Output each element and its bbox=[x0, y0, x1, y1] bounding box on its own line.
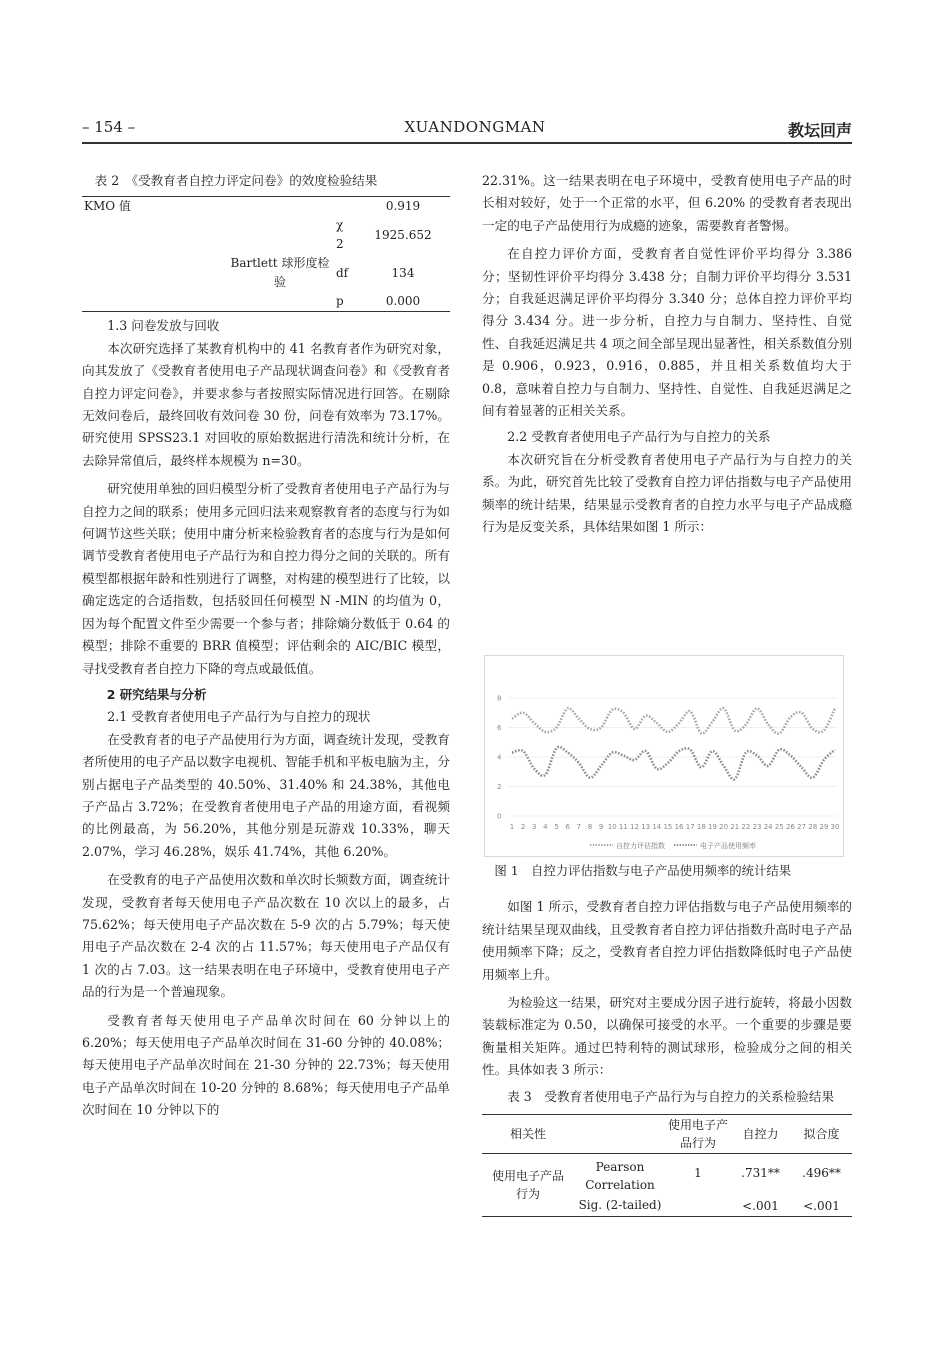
x-tick-label: 21 bbox=[730, 823, 740, 831]
right-column bbox=[482, 170, 852, 539]
x-tick-label: 25 bbox=[774, 823, 784, 831]
x-tick-label: 28 bbox=[808, 823, 818, 831]
x-tick-label: 14 bbox=[652, 823, 662, 831]
paragraph: 受教育者每天使用电子产品单次时间在 60 分钟以上的 6.20%；每天使用电子产品单次时间在 31-60 分钟的 40.08%；每天使用电子产品单次时间在 21-30 分钟的 22.73%；每天使用电子产品单次时间在 10-20 分钟的 8.68%；每天使用电子产品单次时间在 10 分钟以下的 bbox=[82, 1012, 450, 1118]
header-rule bbox=[82, 142, 852, 144]
t3-header-fit: 拟合度 bbox=[803, 1127, 840, 1142]
t3-header-corr: 相关性 bbox=[509, 1127, 546, 1142]
y-tick-label: 0 bbox=[497, 812, 502, 821]
y-tick-label: 4 bbox=[497, 753, 502, 762]
x-tick-label: 17 bbox=[685, 823, 695, 831]
x-tick-label: 30 bbox=[830, 823, 840, 831]
x-tick-label: 23 bbox=[752, 823, 762, 831]
t3-header-self: 自控力 bbox=[742, 1127, 779, 1142]
x-tick-label: 13 bbox=[641, 823, 651, 831]
y-tick-label: 6 bbox=[497, 724, 502, 732]
t3-cell: .731** bbox=[741, 1166, 780, 1181]
t3-pearson-label: Pearson Correlation bbox=[585, 1160, 655, 1193]
x-tick-label: 24 bbox=[763, 823, 773, 831]
right-column-lower bbox=[482, 860, 852, 1217]
bartlett-label: Bartlett 球形度检验 bbox=[230, 256, 330, 290]
section-title: 教坛回声 bbox=[787, 121, 852, 140]
x-tick-label: 6 bbox=[565, 823, 570, 831]
x-tick-label: 1 bbox=[509, 823, 515, 831]
heading-2: 2 研究结果与分析 bbox=[106, 686, 207, 702]
x-tick-label: 8 bbox=[587, 823, 593, 831]
paragraph: 在自控力评价方面，受教育者自觉性评价平均得分 3.386 分；坚韧性评价平均得分 3.438 分；自制力评价平均得分 3.531 分；自我延迟满足评价平均得分 3.340 分；总体自控力评价平均得分 3.434 分。进一步分析，自控力与自制力、坚持性、自觉性、自我延迟满足共 4 项之间全部呈现出显著性，相关系数值分别是 0.906，0.923，0.916，0.885，并且相关系数值均大于 0.8，意味着自控力与自制力、坚持性、自觉性、自我延迟满足之间有着显著的正相关关系。 bbox=[482, 246, 852, 419]
x-tick-label: 18 bbox=[696, 823, 706, 831]
t3-cell: <.001 bbox=[803, 1198, 840, 1213]
paragraph: 在受教育的电子产品使用次数和单次时长频数方面，调查统计发现，受教育者每天使用电子产品次数在 10 次以上的最多，占 75.62%；每天使用电子产品次数在 5-9 次的占 5.79%；每天使用电子产品次数在 2-4 次的占 11.57%；每天使用电子产品仅有 1 次的占 7.03。这一结果表明在电子环境中，受教育使用电子产品的行为是一个普遍现象。 bbox=[82, 872, 450, 1000]
x-tick-label: 15 bbox=[663, 823, 673, 831]
x-tick-label: 10 bbox=[607, 823, 617, 831]
figure-1-caption: 图 1 自控力评估指数与电子产品使用频率的统计结果 bbox=[494, 863, 792, 878]
x-tick-label: 5 bbox=[554, 823, 559, 831]
heading-2-1: 2.1 受教育者使用电子产品行为与自控力的现状 bbox=[107, 709, 371, 725]
t2-value: 1925.652 bbox=[374, 227, 432, 242]
paragraph: 本次研究旨在分析受教育者使用电子产品行为与自控力的关系。为此，研究首先比较了受教育自控力评估指数与电子产品使用频率的统计结果，结果显示受教育者的自控力水平与电子产品成瘾行为是反变关系，具体结果如图 1 所示： bbox=[482, 451, 852, 535]
heading-2-2: 2.2 受教育者使用电子产品行为与自控力的关系 bbox=[507, 429, 771, 445]
t3-cell bbox=[666, 1195, 730, 1216]
paragraph: 如图 1 所示，受教育者自控力评估指数与电子产品使用频率的统计结果呈现双曲线，且受教育者自控力评估指数升高时电子产品使用频率下降；反之，受教育者自控力评估指数降低时电子产品使用频率上升。 bbox=[482, 899, 852, 982]
x-tick-label: 4 bbox=[543, 823, 548, 831]
x-tick-label: 12 bbox=[630, 823, 639, 831]
paragraph: 研究使用单独的回归模型分析了受教育者使用电子产品行为与自控力之间的联系；使用多元回归法来观察教育者的态度与行为如何调节这些关联；使用中庸分析来检验教育者的态度与行为是如何调节受教育者使用电子产品行为和自控力得分之间的关联的。所有模型都根据年龄和性别进行了调整，对构建的模型进行了比较，以确定选定的合适指数，包括驳回任何模型 N -MIN 的均值为 0，因为每个配置文件至少需要一个参与者；排除熵分数低于 0.64 的模型；排除不重要的 BRR 值模型；评估剩余的 AIC/BIC 模型，寻找受教育者自控力下降的弯点或最低值。 bbox=[82, 481, 450, 676]
x-tick-label: 16 bbox=[674, 823, 684, 831]
t2-stat: χ 2 bbox=[335, 218, 344, 252]
t3-cell: .496** bbox=[802, 1166, 841, 1181]
paragraph: 在受教育者的电子产品使用行为方面，调查统计发现，受教育者所使用的电子产品以数字电视机、智能手机和平板电脑为主，分别占据电子产品类型的 40.50%、31.40% 和 24.38%，其他电子产品占 3.72%；在受教育者使用电子产品的用途方面，看视频的比例最高，为 56.20%，其他分别是玩游戏 10.33%，聊天 2.07%，学习 46.28%，娱乐 41.74%，其他 6.20%。 bbox=[82, 731, 450, 859]
t3-header-use: 使用电子产品行为 bbox=[667, 1118, 728, 1151]
x-tick-label: 27 bbox=[797, 823, 807, 831]
t2-stat: df bbox=[335, 265, 349, 280]
x-tick-label: 20 bbox=[719, 823, 729, 831]
x-tick-label: 9 bbox=[598, 823, 604, 831]
legend-usage-frequency: 电子产品使用频率 bbox=[700, 842, 756, 850]
x-tick-label: 29 bbox=[819, 823, 829, 831]
figure-1 bbox=[484, 655, 844, 857]
y-tick-label: 2 bbox=[497, 783, 502, 791]
table2 bbox=[82, 196, 450, 312]
line-chart bbox=[485, 656, 843, 856]
x-tick-label: 26 bbox=[785, 823, 795, 831]
left-column bbox=[82, 170, 450, 1122]
table3 bbox=[482, 1114, 852, 1217]
paragraph: 22.31%。这一结果表明在电子环境中，受教育使用电子产品的时长相对较好，处于一个正常的水平，但 6.20% 的受教育者表现出一定的电子产品使用行为成瘾的迹象，需要教育者警惕。 bbox=[482, 173, 852, 233]
x-tick-label: 7 bbox=[576, 823, 582, 831]
y-tick-label: 8 bbox=[497, 694, 502, 703]
kmo-value: 0.919 bbox=[385, 199, 421, 214]
t2-stat: p bbox=[335, 294, 344, 309]
t3-row-label: 使用电子产品行为 bbox=[491, 1169, 564, 1202]
t2-value: 134 bbox=[391, 265, 415, 280]
x-tick-label: 11 bbox=[618, 823, 628, 831]
x-tick-label: 3 bbox=[532, 823, 537, 831]
legend-self-control: 自控力评估指数 bbox=[616, 842, 665, 850]
series-self-control-line bbox=[512, 708, 835, 733]
x-tick-label: 2 bbox=[520, 823, 526, 831]
t3-cell: 1 bbox=[694, 1166, 702, 1181]
paragraph: 本次研究选择了某教育机构中的 41 名教育者作为研究对象，向其发放了《受教育者使用电子产品现状调查问卷》和《受教育者自控力评定问卷》，并要求参与者按照实际情况进行回答。在剔除无效问卷后，最终回收有效问卷 30 份，问卷有效率为 73.17%。研究使用 SPSS23.1 对回收的原始数据进行清洗和统计分析，在去除异常值后，最终样本规模为 n=30。 bbox=[82, 340, 450, 468]
kmo-label: KMO 值 bbox=[84, 199, 131, 214]
journal-title: XUANDONGMAN bbox=[404, 118, 546, 136]
heading-1-3: 1.3 问卷发放与回收 bbox=[107, 318, 220, 334]
paragraph: 为检验这一结果，研究对主要成分因子进行旋转，将最小因数装载标准定为 0.50，以确保可接受的水平。一个重要的步骤是要衡量相关矩阵。通过巴特利特的测试球形，检验成分之间的相关性。具体如表 3 所示： bbox=[482, 995, 852, 1078]
x-tick-label: 22 bbox=[741, 823, 751, 831]
t3-sig-label: Sig. (2-tailed) bbox=[578, 1198, 662, 1213]
t2-value: 0.000 bbox=[385, 294, 421, 309]
table3-caption: 表 3 受教育者使用电子产品行为与自控力的关系检验结果 bbox=[507, 1088, 835, 1104]
table2-caption: 表 2 《受教育者自控力评定问卷》的效度检验结果 bbox=[94, 173, 378, 188]
page-number: – 154 – bbox=[82, 118, 136, 136]
series-usage-frequency-line bbox=[512, 747, 835, 779]
t3-cell: <.001 bbox=[742, 1198, 779, 1213]
x-tick-label: 19 bbox=[708, 823, 717, 831]
